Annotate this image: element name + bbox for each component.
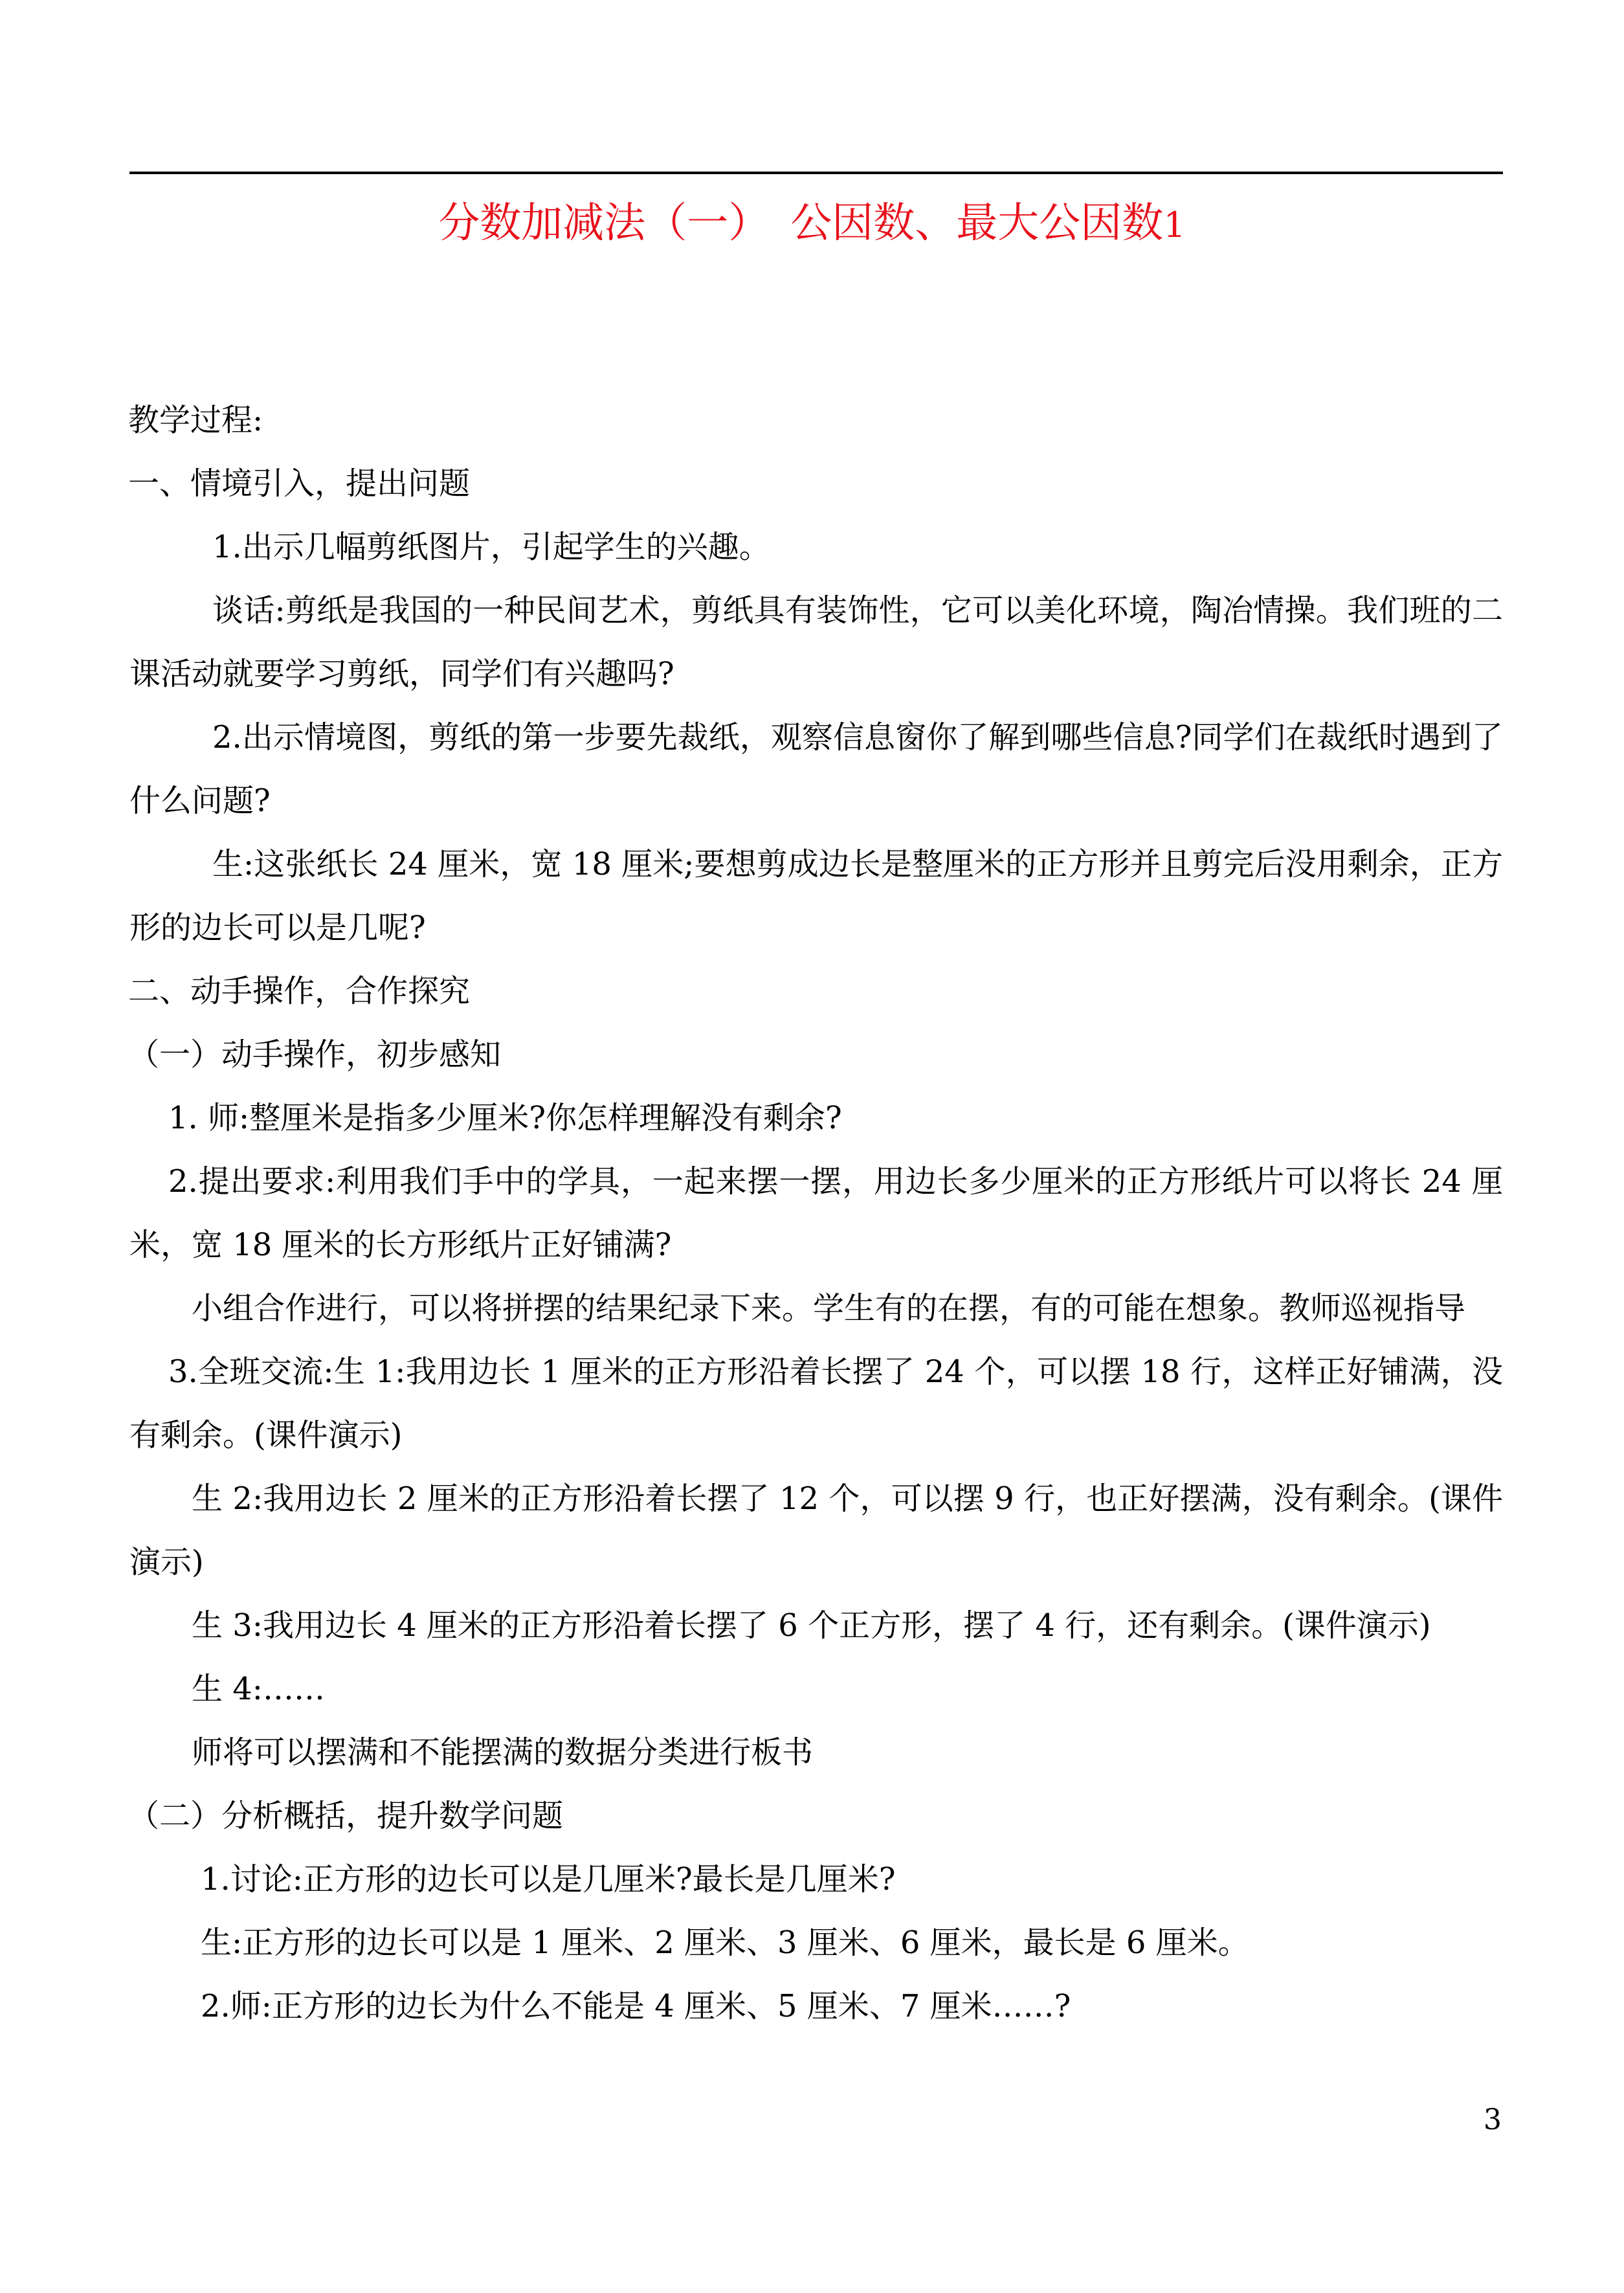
paragraph-3: 2.出示情境图，剪纸的第一步要先裁纸，观察信息窗你了解到哪些信息?同学们在裁纸时遇到了什么问题? (129, 719, 1503, 819)
section-heading-process: 教学过程: (128, 402, 263, 438)
paragraph-6: 2.提出要求:利用我们手中的学具，一起来摆一摆，用边长多少厘米的正方形纸片可以将长 24 厘米，宽 18 厘米的长方形纸片正好铺满? (129, 1163, 1503, 1263)
paragraph-8: 3.全班交流:生 1:我用边长 1 厘米的正方形沿着长摆了 24 个，可以摆 18 行，这样正好铺满，没有剩余。(课件演示) (129, 1354, 1503, 1453)
subsection-heading-2: （二）分析概括，提升数学问题 (128, 1798, 564, 1834)
paragraph-11: 生 4:…… (192, 1671, 325, 1707)
paragraph-1: 1.出示几幅剪纸图片，引起学生的兴趣。 (212, 529, 770, 565)
page-title-suffix: 1 (1163, 205, 1186, 245)
page-title-text: 分数加减法（一） 公因数、最大公因数 (438, 199, 1164, 247)
document-body (129, 388, 1503, 2038)
paragraph-2: 谈话:剪纸是我国的一种民间艺术，剪纸具有装饰性，它可以美化环境，陶冶情操。我们班的二课活动就要学习剪纸，同学们有兴趣吗? (129, 592, 1503, 692)
page-title (0, 191, 1624, 258)
paragraph-7: 小组合作进行，可以将拼摆的结果纪录下来。学生有的在摆，有的可能在想象。教师巡视指导 (192, 1290, 1466, 1326)
section-heading-1: 一、情境引入，提出问题 (128, 465, 471, 502)
paragraph-13: 1.讨论:正方形的边长可以是几厘米?最长是几厘米? (201, 1861, 896, 1897)
paragraph-10: 生 3:我用边长 4 厘米的正方形沿着长摆了 6 个正方形，摆了 4 行，还有剩余。(课件演示) (192, 1607, 1431, 1644)
section-heading-2: 二、动手操作，合作探究 (128, 973, 471, 1009)
paragraph-15: 2.师:正方形的边长为什么不能是 4 厘米、5 厘米、7 厘米……? (201, 1988, 1071, 2024)
page-number: 3 (1484, 2103, 1502, 2136)
paragraph-4: 生:这张纸长 24 厘米，宽 18 厘米;要想剪成边长是整厘米的正方形并且剪完后没用剩余，正方形的边长可以是几呢? (129, 846, 1503, 946)
paragraph-14: 生:正方形的边长可以是 1 厘米、2 厘米、3 厘米、6 厘米，最长是 6 厘米。 (201, 1925, 1249, 1961)
paragraph-12: 师将可以摆满和不能摆满的数据分类进行板书 (192, 1734, 814, 1771)
paragraph-5: 1. 师:整厘米是指多少厘米?你怎样理解没有剩余? (168, 1100, 842, 1136)
subsection-heading-1: （一）动手操作，初步感知 (128, 1036, 502, 1073)
header-rule (129, 172, 1503, 174)
paragraph-9: 生 2:我用边长 2 厘米的正方形沿着长摆了 12 个，可以摆 9 行，也正好摆满，没有剩余。(课件演示) (129, 1481, 1503, 1580)
